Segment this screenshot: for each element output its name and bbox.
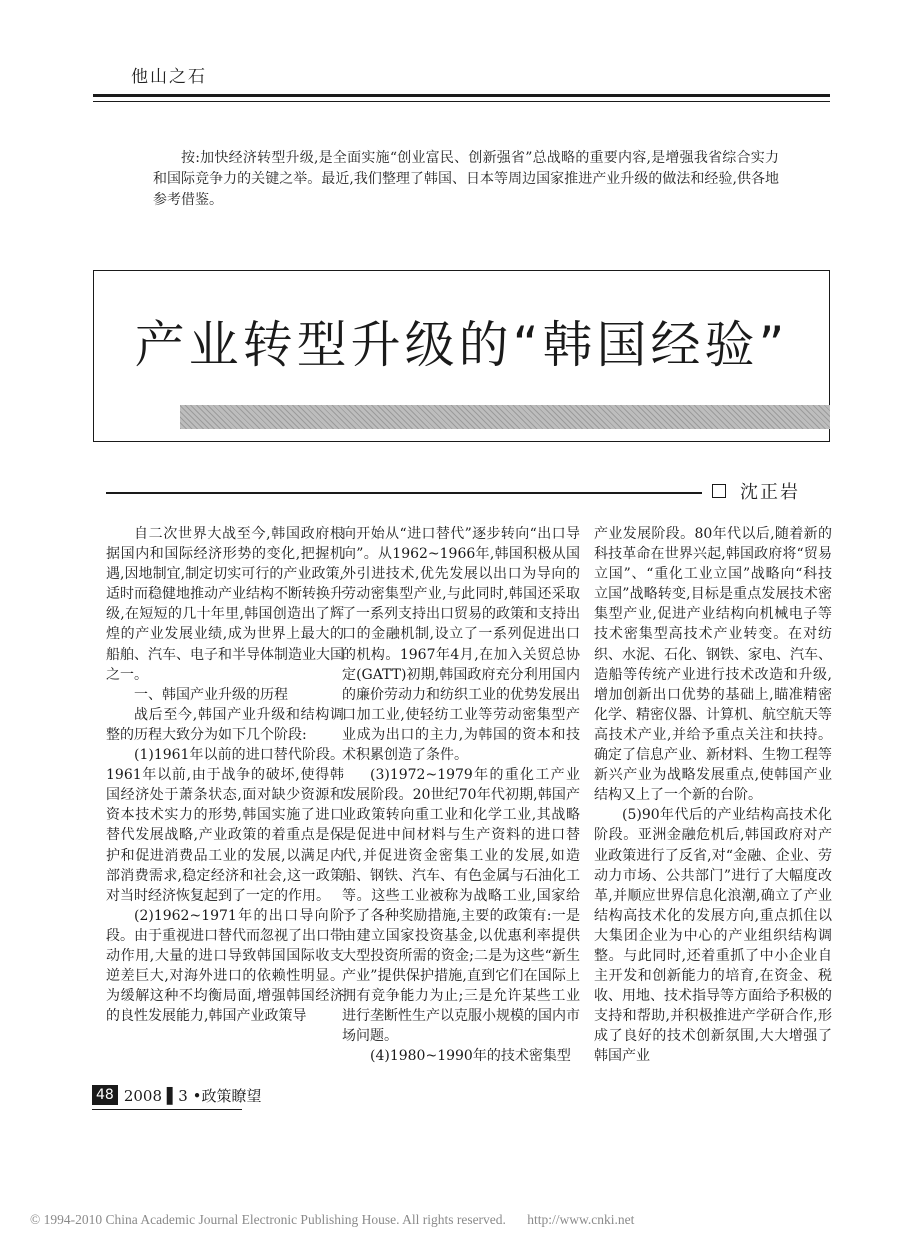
paragraph: (5)90年代后的产业结构高技术化阶段。亚洲金融危机后,韩国政府对产业政策进行了反省,对“金融、企业、劳动力市场、公共部门”进行了大幅度改革,并顺应世界信息化浪潮,确立了产业结构高技术化的发展方向,重点抓住以大集团企业为中心的产业组织结构调整。与此同时,还着重抓了中小企业自主开发和创新能力的培育,在资金、税收、用地、技术指导等方面给予积极的支持和帮助,并积极推进产学研合作,形成了良好的技术创新氛围,大大增强了韩国产业 <box>594 807 832 1065</box>
editor-note <box>153 148 779 211</box>
column-1 <box>106 524 344 1074</box>
paragraph: 自二次世界大战至今,韩国政府根据国内和国际经济形势的变化,把握机遇,因地制宜,制定切实可行的产业政策,适时而稳健地推动产业结构不断转换升级,在短短的几十年里,韩国创造出了辉煌的产业发展业绩,成为世界上最大的船舶、汽车、电子和半导体制造业大国之一。 <box>106 526 344 683</box>
paragraph: (4)1980~1990年的技术密集型 <box>370 1048 571 1065</box>
paragraph: (2)1962~1971年的出口导向阶段。由于重视进口替代而忽视了出口带动作用,大量的进口导致韩国国际收支逆差巨大,对海外进口的依赖性明显。为缓解这种不均衡局面,增强韩国经济的良性发展能力,韩国产业政策导 <box>106 907 344 1025</box>
author-name: 沈正岩 <box>740 482 800 503</box>
paragraph: (1)1961年以前的进口替代阶段。1961年以前,由于战争的破坏,使得韩国经济处于萧条状态,面对缺少资源和资本技术实力的形势,韩国实施了进口替代发展战略,产业政策的着重点是保护和促进消费品工业的发展,以满足内部消费需求,稳定经济和社会,这一政策对当时经济恢复起到了一定的作用。 <box>106 747 344 904</box>
paragraph: 产业发展阶段。80年代以后,随着新的科技革命在世界兴起,韩国政府将“贸易立国”、“重化工业立国”战略向“科技立国”战略转变,目标是重点发展技术密集型产业,促进产业结构向机械电子等技术密集型高技术产业转变。在对纺织、水泥、石化、钢铁、家电、汽车、造船等传统产业进行技术改造和升级,增加创新出口优势的基础上,瞄准精密化学、精密仪器、计算机、航空航天等高技术产业,并给予重点关注和扶持。确定了信息产业、新材料、生物工程等新兴产业为战略发展重点,使韩国产业结构又上了一个新的台阶。 <box>594 526 832 804</box>
article-title: 产业转型升级的“韩国经验” <box>134 316 789 374</box>
paragraph: (3)1972~1979年的重化工产业发展阶段。20世纪70年代初期,韩国产业政策转向重工业和化学工业,其战略是促进中间材料与生产资料的进口替代,并促进资金密集工业的发展,如造船、钢铁、汽车、有色金属与石油化工等。这些工业被称为战略工业,国家给予了各种奖励措施,主要的政策有:一是由建立国家投资基金,以优惠利率提供大型投资所需的资金;二是为这些“新生产业”提供保护措施,直到它们在国际上拥有竞争能力为止;三是允许某些工业进行垄断性生产以克服小规模的国内市场问题。 <box>342 767 580 1045</box>
column-2 <box>342 524 580 1074</box>
copyright-url[interactable]: http://www.cnki.net <box>527 1212 635 1227</box>
header-rule-thick <box>93 94 830 97</box>
title-box <box>93 270 830 442</box>
paragraph: 战后至今,韩国产业升级和结构调整的历程大致分为如下几个阶段: <box>106 706 344 743</box>
copyright-notice <box>30 1212 890 1228</box>
author-line <box>106 492 702 494</box>
footer-rule <box>92 1109 242 1110</box>
footer-issue: 2008 ▌3 •政策瞭望 <box>123 1086 262 1105</box>
title-hatched-band <box>180 405 830 429</box>
section-label: 他山之石 <box>131 67 207 87</box>
paragraph: 向开始从“进口替代”逐步转向“出口导向”。从1962~1966年,韩国积极从国外引进技术,优先发展以出口为导向的劳动密集型产业,与此同时,韩国还采取了一系列支持出口贸易的政策和支持出口的金融机制,设立了一系列促进出口的机构。1967年4月,在加入关贸总协定(GATT)初期,韩国政府充分利用国内的廉价劳动力和纺织工业的优势发展出口加工业,使轻纺工业等劳动密集型产业成为出口的主力,为韩国的资本和技术积累创造了条件。 <box>342 526 580 764</box>
page-number: 48 <box>92 1085 118 1105</box>
editor-note-text: 按:加快经济转型升级,是全面实施“创业富民、创新强省”总战略的重要内容,是增强我省综合实力和国际竞争力的关键之举。最近,我们整理了韩国、日本等周边国家推进产业升级的做法和经验,供各地参考借鉴。 <box>153 150 779 208</box>
header-rule-thin <box>93 101 830 102</box>
copyright-text: © 1994-2010 China Academic Journal Electronic Publishing House. All rights reserved. <box>30 1212 506 1227</box>
page-footer <box>92 1083 261 1107</box>
column-3 <box>594 524 832 1074</box>
section-heading: 一、韩国产业升级的历程 <box>134 686 288 703</box>
author-box-icon <box>712 484 726 498</box>
